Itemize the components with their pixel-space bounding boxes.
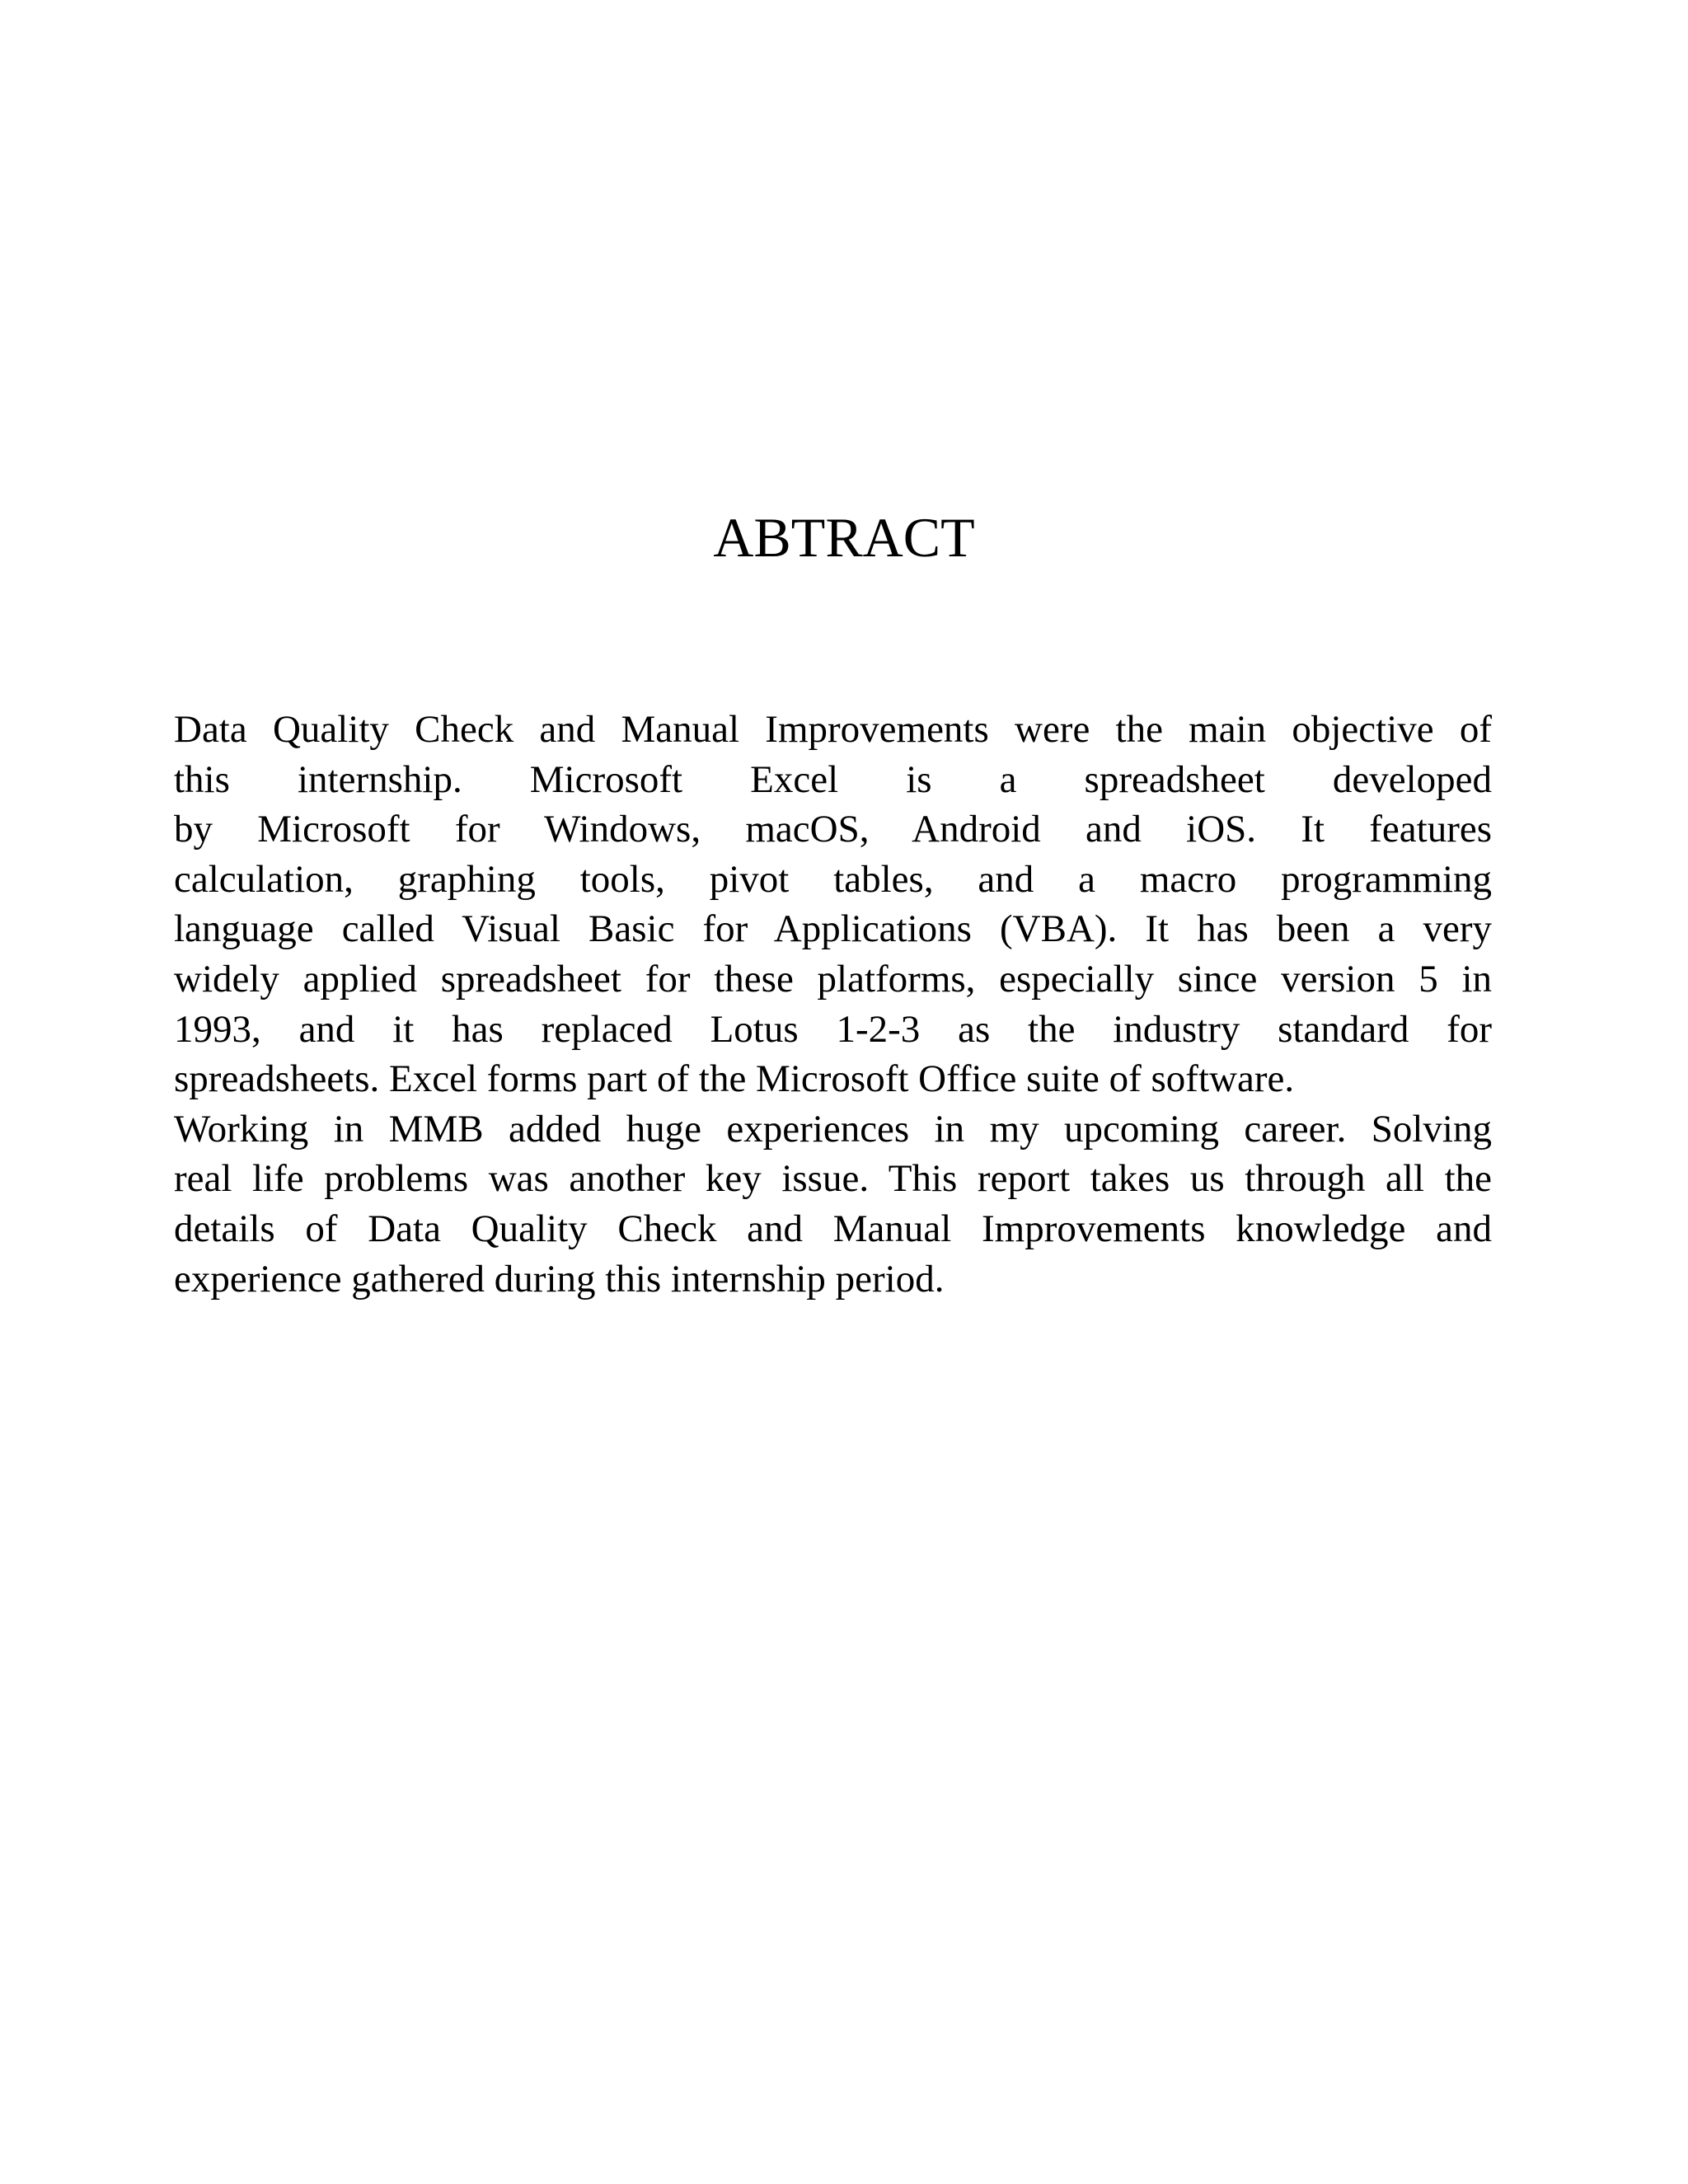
abstract-body [174,705,1492,1304]
abstract-line: details of Data Quality Check and Manual Improvements knowledge and [174,1207,1492,1250]
abstract-line: Working in MMB added huge experiences in my upcoming career. Solving [174,1107,1492,1151]
abstract-line: language called Visual Basic for Applications (VBA). It has been a very [174,907,1492,951]
abstract-line: experience gathered during this internship period. [174,1257,945,1301]
abstract-line: widely applied spreadsheet for these platforms, especially since version 5 in [174,957,1492,1001]
abstract-title: ABTRACT [713,506,975,569]
abstract-line: real life problems was another key issue. This report takes us through all the [174,1157,1492,1201]
abstract-line: calculation, graphing tools, pivot tables, and a macro programming [174,857,1492,901]
abstract-line: spreadsheets. Excel forms part of the Microsoft Office suite of software. [174,1057,1295,1101]
abstract-line: this internship. Microsoft Excel is a spreadsheet developed [174,757,1492,801]
abstract-line: 1993, and it has replaced Lotus 1-2-3 as the industry standard for [174,1007,1492,1051]
abstract-line: by Microsoft for Windows, macOS, Android and iOS. It features [174,808,1492,851]
abstract-line: Data Quality Check and Manual Improvements were the main objective of [174,708,1492,751]
